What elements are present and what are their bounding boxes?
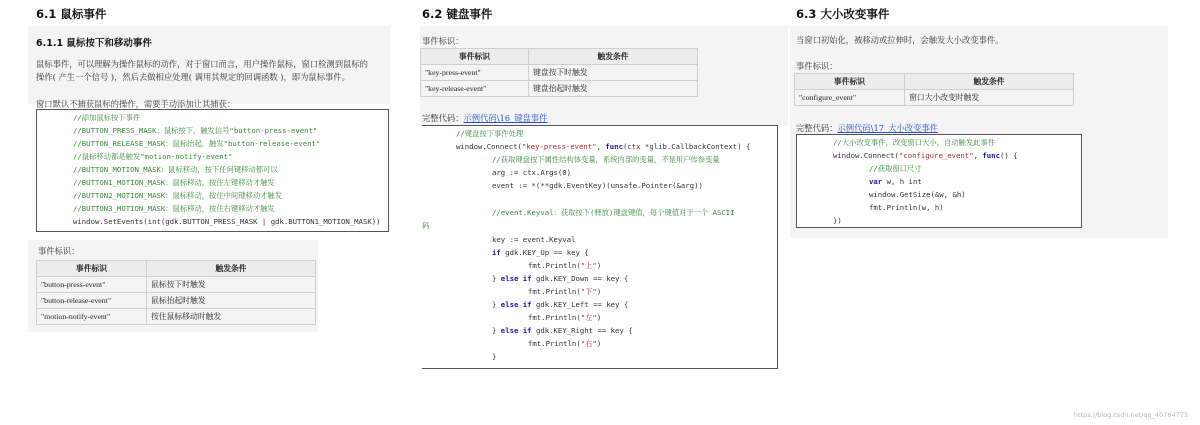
column-header: 事件标识 bbox=[421, 49, 529, 65]
table-row bbox=[421, 81, 698, 97]
code-token: () { bbox=[999, 151, 1018, 160]
code-line: //添加鼠标按下事件 bbox=[73, 113, 141, 122]
code-line bbox=[528, 337, 601, 350]
code-line bbox=[528, 311, 601, 324]
code-line: //键盘按下事件处理 bbox=[456, 129, 524, 138]
code-token: gdk.KEY_Down == key { bbox=[531, 274, 629, 283]
code-line: //获取窗口尺寸 bbox=[869, 164, 922, 173]
events-table bbox=[420, 48, 698, 97]
code-line bbox=[456, 140, 750, 153]
code-token: fmt.Println( bbox=[528, 261, 581, 270]
table-header-row bbox=[421, 49, 698, 65]
code-line bbox=[869, 175, 922, 188]
intro-line: 鼠标事件，可以理解为操作鼠标的动作，对于窗口而言，用户操作鼠标，窗口检测到鼠标的 bbox=[36, 59, 368, 69]
code-block bbox=[36, 109, 389, 232]
full-code-label: 完整代码： bbox=[422, 113, 464, 123]
code-token: (ctx *glib.CallbackContext) { bbox=[622, 142, 751, 151]
code-keyword: var bbox=[869, 177, 883, 186]
code-token: } bbox=[492, 326, 501, 335]
resize-events-column bbox=[790, 0, 1170, 425]
table-row bbox=[795, 90, 1074, 106]
code-line: //event.Keyval：获取按下(释放)键盘键值，每个键值对于一个 ASCII bbox=[492, 208, 735, 217]
code-line: //大小改变事件，改变窗口大小，自动触发此事件 bbox=[833, 138, 996, 147]
code-keyword: if bbox=[492, 248, 501, 257]
code-line bbox=[528, 285, 601, 298]
code-token: window.Connect( bbox=[456, 142, 522, 151]
code-string: "下" bbox=[580, 287, 597, 296]
mouse-events-column bbox=[30, 0, 390, 425]
column-header: 触发条件 bbox=[905, 74, 1074, 90]
event-id-cell: "button-release-event" bbox=[37, 293, 147, 309]
section-title: 6.2 键盘事件 bbox=[422, 7, 493, 21]
table-row bbox=[421, 65, 698, 81]
table-header-row bbox=[37, 261, 316, 277]
code-token: ) bbox=[596, 261, 602, 270]
code-token: ) bbox=[596, 313, 602, 322]
full-code-line bbox=[422, 111, 547, 126]
code-token: fmt.Println( bbox=[528, 313, 581, 322]
code-line: key := event.Keyval bbox=[492, 235, 576, 244]
code-line: //获取键盘按下属性结构体变量，系统内部的变量，不是用户传参变量 bbox=[492, 155, 720, 164]
code-line: fmt.Println(w, h) bbox=[869, 203, 944, 212]
trigger-cell: 窗口大小改变时触发 bbox=[905, 90, 1074, 106]
code-line bbox=[833, 149, 1018, 162]
code-string: "key-press-event" bbox=[521, 142, 597, 151]
code-token: } bbox=[492, 300, 501, 309]
trigger-cell: 键盘抬起时触发 bbox=[529, 81, 698, 97]
code-keyword: else if bbox=[500, 274, 532, 283]
event-id-cell: "key-press-event" bbox=[421, 65, 529, 81]
code-token: ) bbox=[596, 287, 602, 296]
keyboard-events-column bbox=[418, 0, 788, 425]
code-line bbox=[492, 246, 589, 259]
code-string: "configure_event" bbox=[898, 151, 974, 160]
code-line bbox=[492, 324, 633, 337]
code-keyword: func bbox=[982, 151, 1000, 160]
code-token: window.Connect( bbox=[833, 151, 899, 160]
section-title: 6.1 鼠标事件 bbox=[36, 7, 107, 21]
capture-note: 窗口默认不捕获鼠标的操作，需要手动添加让其捕获： bbox=[36, 99, 236, 109]
code-token: } bbox=[492, 274, 501, 283]
code-line: //BUTTON_PRESS_MASK：鼠标按下，触发信号"button-press-event" bbox=[73, 126, 318, 135]
code-block bbox=[796, 134, 1082, 228]
code-block bbox=[422, 125, 778, 369]
code-token: fmt.Println( bbox=[528, 287, 581, 296]
events-label: 事件标识： bbox=[796, 61, 838, 71]
code-token: w, h int bbox=[882, 177, 922, 186]
code-string: "上" bbox=[580, 261, 597, 270]
table-header-row bbox=[795, 74, 1074, 90]
code-line: //BUTTON1_MOTION_MASK：鼠标移动，按住左键移动才触发 bbox=[73, 178, 275, 187]
code-line bbox=[492, 298, 628, 311]
intro-line: 当窗口初始化，被移动或拉伸时，会触发大小改变事件。 bbox=[796, 35, 1004, 45]
trigger-cell: 按住鼠标移动时触发 bbox=[147, 309, 316, 325]
code-line: //BUTTON2_MOTION_MASK：鼠标移动，按住中间键移动才触发 bbox=[73, 191, 283, 200]
events-label: 事件标识： bbox=[38, 246, 80, 256]
event-id-cell: "motion-notify-event" bbox=[37, 309, 147, 325]
event-id-cell: "button-press-event" bbox=[37, 277, 147, 293]
code-line: 码 bbox=[422, 221, 430, 230]
trigger-cell: 键盘按下时触发 bbox=[529, 65, 698, 81]
code-token: gdk.KEY_Right == key { bbox=[531, 326, 633, 335]
code-keyword: else if bbox=[500, 326, 532, 335]
column-header: 触发条件 bbox=[147, 261, 316, 277]
events-table bbox=[794, 73, 1074, 106]
code-string: "左" bbox=[580, 313, 597, 322]
column-header: 事件标识 bbox=[37, 261, 147, 277]
table-row bbox=[37, 277, 316, 293]
code-line: //BUTTON_MOTION_MASK：鼠标移动，按下任何键移动都可以 bbox=[73, 165, 278, 174]
code-token: gdk.KEY_Left == key { bbox=[531, 300, 629, 309]
code-line: //鼠标移动都是触发"motion-notify-event" bbox=[73, 152, 233, 161]
column-header: 事件标识 bbox=[795, 74, 905, 90]
table-row bbox=[37, 309, 316, 325]
trigger-cell: 鼠标按下时触发 bbox=[147, 277, 316, 293]
column-header: 触发条件 bbox=[529, 49, 698, 65]
watermark: https://blog.csdn.net/qq_40764773 bbox=[1073, 411, 1188, 419]
subsection-title: 6.1.1 鼠标按下和移动事件 bbox=[36, 38, 152, 49]
code-token: gdk.KEY_Up == key { bbox=[500, 248, 589, 257]
code-line: window.SetEvents(int(gdk.BUTTON_PRESS_MASK | gdk.BUTTON1_MOTION_MASK)) bbox=[73, 217, 381, 226]
events-table bbox=[36, 260, 316, 325]
code-line: } bbox=[492, 352, 497, 361]
code-keyword: else if bbox=[500, 300, 532, 309]
code-line: window.GetSize(&w, &h) bbox=[869, 190, 966, 199]
code-keyword: func bbox=[605, 142, 623, 151]
code-line: //BUTTON_RELEASE_MASK：鼠标抬起，触发"button-release-event" bbox=[73, 139, 321, 148]
code-token: fmt.Println( bbox=[528, 339, 581, 348]
table-row bbox=[37, 293, 316, 309]
full-code-label: 完整代码： bbox=[796, 123, 838, 133]
full-code-link[interactable]: 示例代码\17_大小改变事件 bbox=[837, 123, 938, 133]
full-code-link[interactable]: 示例代码\16_键盘事件 bbox=[463, 113, 548, 123]
code-token: , bbox=[973, 151, 983, 160]
code-line: arg := ctx.Args(0) bbox=[492, 168, 572, 177]
event-id-cell: "configure_event" bbox=[795, 90, 905, 106]
code-string: "右" bbox=[580, 339, 597, 348]
code-line: event := *(**gdk.EventKey)(unsafe.Pointer(&arg)) bbox=[492, 181, 703, 190]
code-line bbox=[528, 259, 601, 272]
section-title: 6.3 大小改变事件 bbox=[796, 7, 890, 21]
trigger-cell: 鼠标抬起时触发 bbox=[147, 293, 316, 309]
code-token: , bbox=[596, 142, 606, 151]
code-line bbox=[492, 272, 628, 285]
code-line: }) bbox=[833, 216, 842, 225]
code-line: //BUTTON3_MOTION_MASK：鼠标移动，按住右键移动才触发 bbox=[73, 204, 275, 213]
code-token: ) bbox=[596, 339, 602, 348]
events-label: 事件标识： bbox=[422, 36, 464, 46]
intro-line: 操作( 产生一个信号 )，然后去做相应处理( 调用其规定的回调函数 )，即为鼠标事件。 bbox=[36, 72, 350, 82]
event-id-cell: "key-release-event" bbox=[421, 81, 529, 97]
